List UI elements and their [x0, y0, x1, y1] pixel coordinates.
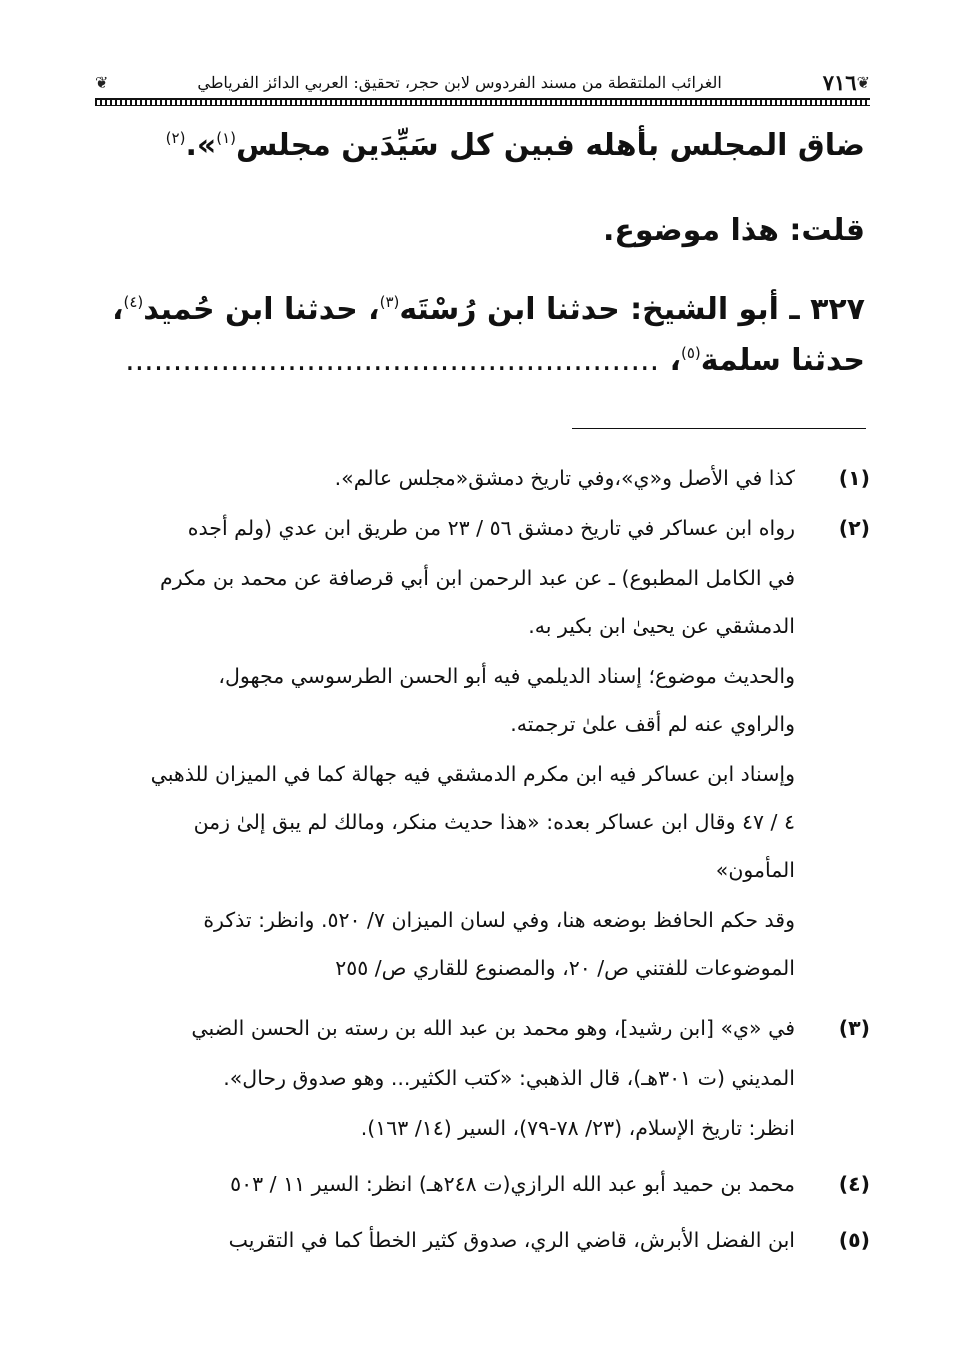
- ornament-right-icon: ❦: [856, 72, 870, 92]
- footnote-5-line-1: ابن الفضل الأبرش، قاضي الري، صدوق كثير الخطأ كما في التقريب: [228, 1228, 795, 1252]
- main-line-3-c: ،: [112, 292, 124, 327]
- running-title: الغرائب الملتقطة من مسند الفردوس لابن حجر، تحقيق: العربي الدائز الفرياطي: [197, 72, 722, 92]
- footnote-2-line-4: والحديث موضوع؛ إسناد الديلمي فيه أبو الحسن الطرسوسي مجهول،: [218, 664, 795, 688]
- footnote-2-line-9: وقد حكم الحافظ بوضعه هنا، وفي لسان الميزان ٧/ ٥٢٠. وانظر: تذكرة: [203, 908, 795, 932]
- main-line-4-a: حدثنا سلمة: [700, 343, 865, 378]
- page-number: ٧١٦: [822, 69, 857, 95]
- footnote-3-line-3: انظر: تاريخ الإسلام، (٢٣/ ٧٨-٧٩)، السير (١٤/ ١٦٣).: [360, 1116, 795, 1140]
- footnote-marker-5: (٥): [838, 1228, 870, 1252]
- footnote-ref-2: (٢): [165, 129, 186, 147]
- footnote-2-line-8: المأمون»: [715, 858, 795, 882]
- main-line-1-close: ».: [185, 128, 217, 163]
- footnote-2-line-2: في الكامل المطبوع) ـ عن عبد الرحمن ابن أبي قرصافة عن محمد بن مكرم: [160, 566, 795, 590]
- ellipsis-dots: ........................................................: [125, 343, 660, 378]
- footnote-1-line-1: كذا في الأصل و«ي»،وفي تاريخ دمشق«مجلس عالم».: [334, 466, 795, 490]
- footnote-2-line-5: والراوي عنه لم أقف علىٰ ترجمته.: [510, 712, 795, 736]
- footnote-ref-4: (٤): [123, 293, 144, 311]
- footnote-4-line-1: محمد بن حميد أبو عبد الله الرازي(ت ٢٤٨هـ) انظر: السير ١١ / ٥٠٣: [230, 1172, 795, 1196]
- main-line-3: [95, 292, 865, 327]
- main-line-4: [95, 343, 865, 378]
- main-line-2: قلت: هذا موضوع.: [602, 213, 865, 248]
- footnote-2-line-7: ٤ / ٤٧ وقال ابن عساكر بعده: «هذا حديث منكر، ومالك لم يبق إلىٰ زمن: [193, 810, 795, 834]
- footnote-3-line-1: في «ي» [ابن رشيد]، وهو محمد بن عبد الله بن رسته بن الحسن الضبي: [191, 1016, 795, 1040]
- footnote-ref-5: (٥): [680, 344, 701, 362]
- footnote-2-line-10: الموضوعات للفتني ص/ ٢٠، والمصنوع للقاري ص/ ٢٥٥: [335, 956, 795, 980]
- main-line-4-b: ،: [659, 343, 681, 378]
- main-line-3-b: ، حدثنا ابن حُميد: [143, 292, 380, 327]
- footnote-marker-1: (١): [838, 466, 870, 490]
- footnote-ref-3: (٣): [379, 293, 400, 311]
- main-line-3-a: ٣٢٧ ـ أبو الشيخ: حدثنا ابن رُسْتَه: [399, 292, 865, 327]
- footnote-ref-1: (١): [216, 129, 236, 147]
- ornament-left-icon: ❦: [95, 72, 109, 92]
- footnote-marker-2: (٢): [838, 516, 870, 540]
- header-rule: [95, 98, 870, 106]
- main-line-1-text: ضاق المجلس بأهله فبين كل سَيِّدَين مجلس: [236, 128, 865, 163]
- main-line-1: [95, 128, 865, 163]
- footnote-separator: [572, 428, 866, 429]
- footnote-3-line-2: المديني (ت ٣٠١هـ)، قال الذهبي: «كتب الكثير... وهو صدوق رحال».: [223, 1066, 795, 1090]
- footnote-marker-3: (٣): [838, 1016, 870, 1040]
- footnote-marker-4: (٤): [838, 1172, 870, 1196]
- footnote-2-line-3: الدمشقي عن يحيىٰ ابن بكير به.: [528, 614, 795, 638]
- page-header: [95, 68, 870, 96]
- footnote-2-line-6: وإسناد ابن عساكر فيه ابن مكرم الدمشقي فيه جهالة كما في الميزان للذهبي: [150, 762, 795, 786]
- footnote-2-line-1: رواه ابن عساكر في تاريخ دمشق ٥٦ / ٢٣ من طريق ابن عدي (ولم أجده: [187, 516, 795, 540]
